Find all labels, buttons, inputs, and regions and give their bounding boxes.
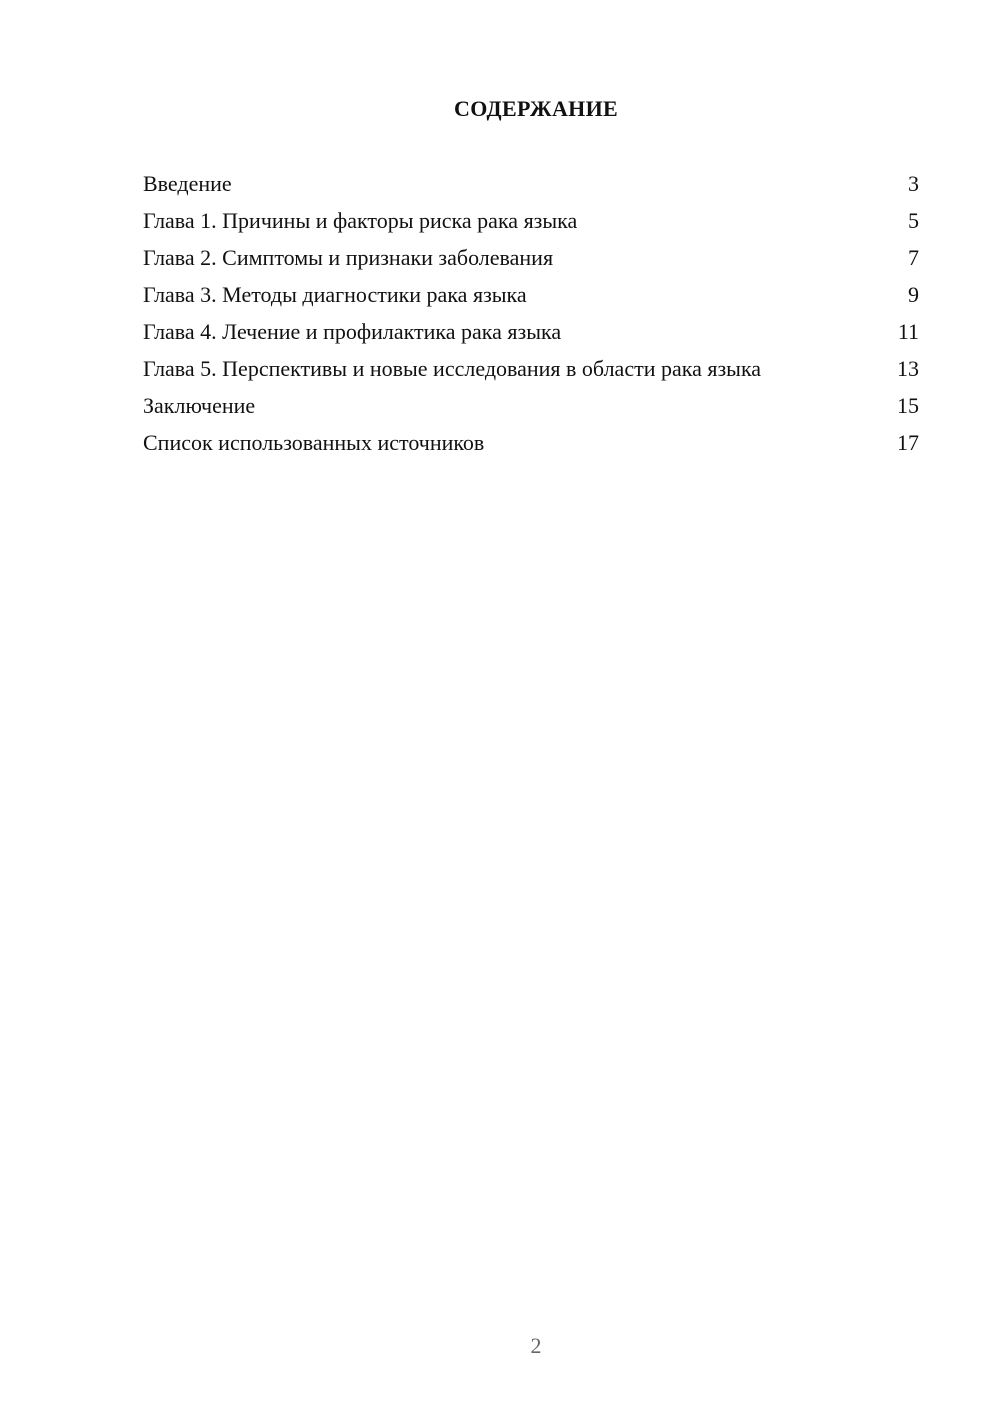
toc-entry-page: 3	[908, 171, 919, 196]
table-of-contents	[143, 170, 919, 466]
toc-entry-chapter-2	[143, 244, 919, 272]
toc-entry-label: Список использованных источников	[143, 430, 485, 455]
page-title: СОДЕРЖАНИЕ	[454, 96, 618, 121]
toc-entry-page: 13	[897, 356, 919, 381]
toc-entry-chapter-1	[143, 207, 919, 235]
toc-entry-page: 7	[908, 245, 919, 270]
toc-entry-label: Глава 2. Симптомы и признаки заболевания	[143, 245, 554, 270]
toc-entry-label: Глава 1. Причины и факторы риска рака языка	[143, 208, 578, 233]
toc-entry-label: Глава 3. Методы диагностики рака языка	[143, 282, 527, 307]
toc-entry-label: Глава 4. Лечение и профилактика рака языка	[143, 319, 562, 344]
toc-entry-page: 11	[897, 319, 919, 344]
toc-entry-label: Глава 5. Перспективы и новые исследования в области рака языка	[143, 356, 762, 381]
toc-entry-label: Заключение	[143, 393, 256, 418]
toc-entry-references	[143, 429, 919, 457]
toc-entry-introduction	[143, 170, 919, 198]
toc-entry-page: 5	[908, 208, 919, 233]
toc-entry-chapter-4	[143, 318, 919, 346]
toc-entry-page: 9	[908, 282, 919, 307]
toc-entry-conclusion	[143, 392, 919, 420]
page-number: 2	[530, 1333, 542, 1358]
toc-entry-chapter-3	[143, 281, 919, 309]
toc-entry-page: 17	[897, 430, 919, 455]
toc-entry-page: 15	[897, 393, 919, 418]
toc-entry-chapter-5	[143, 355, 919, 383]
toc-entry-label: Введение	[143, 171, 232, 196]
